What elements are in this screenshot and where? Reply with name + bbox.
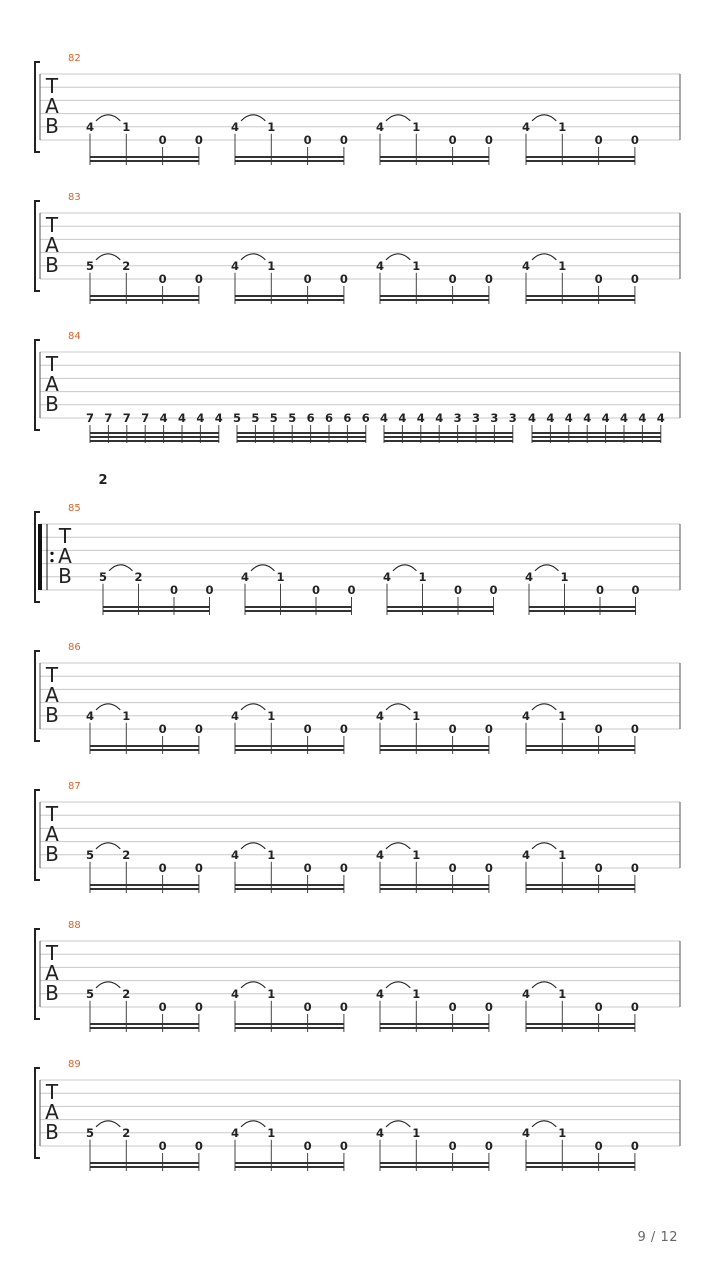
- fret-number: 0: [448, 133, 457, 147]
- measure-number: 85: [68, 503, 81, 514]
- slur: [386, 115, 410, 121]
- tab-clef-letter: B: [45, 981, 59, 1005]
- slur: [532, 115, 556, 121]
- tab-clef-letter: A: [45, 94, 59, 118]
- tab-clef-letter: B: [45, 253, 59, 277]
- fret-number: 1: [418, 569, 427, 584]
- fret-number: 1: [122, 119, 131, 134]
- fret-number: 0: [339, 133, 348, 147]
- fret-number: 0: [484, 861, 493, 875]
- fret-number: 5: [98, 569, 108, 584]
- fret-number: 1: [122, 708, 131, 723]
- fret-number: 4: [524, 569, 534, 584]
- fret-number: 0: [303, 722, 312, 736]
- fret-number: 2: [122, 1125, 131, 1140]
- fret-number: 6: [343, 411, 352, 425]
- fret-number: 0: [194, 861, 203, 875]
- slur: [241, 1121, 265, 1127]
- tab-clef-letter: B: [58, 564, 72, 588]
- slur: [241, 843, 265, 849]
- slur: [386, 843, 410, 849]
- fret-number: 0: [484, 1000, 493, 1014]
- tab-clef-letter: A: [45, 1100, 59, 1124]
- fret-number: 4: [230, 708, 240, 723]
- fret-number: 4: [177, 411, 187, 425]
- fret-number: 4: [521, 1125, 531, 1140]
- fret-number: 4: [521, 847, 531, 862]
- slur: [386, 254, 410, 260]
- fret-number: 1: [412, 847, 421, 862]
- slur: [241, 254, 265, 260]
- tab-clef-letter: B: [45, 1120, 59, 1144]
- tab-clef-letter: T: [45, 74, 59, 98]
- fret-number: 0: [631, 583, 640, 597]
- staff-system: [35, 53, 680, 165]
- measure-number: 87: [68, 781, 81, 792]
- fret-number: 4: [521, 119, 531, 134]
- fret-number: 6: [324, 411, 334, 425]
- slur: [386, 1121, 410, 1127]
- slur: [532, 843, 556, 849]
- fret-number: 4: [159, 411, 168, 425]
- slur: [96, 115, 120, 121]
- fret-number: 1: [267, 119, 276, 134]
- tab-clef-letter: A: [45, 233, 59, 257]
- tab-clef-letter: B: [45, 114, 59, 138]
- tab-clef-letter: B: [45, 392, 59, 416]
- fret-number: 4: [379, 411, 389, 425]
- staff-system: [35, 192, 680, 304]
- slur: [241, 704, 265, 710]
- volta-number: 2: [98, 473, 108, 488]
- fret-number: 4: [240, 569, 250, 584]
- fret-number: 0: [303, 861, 312, 875]
- fret-number: 1: [412, 258, 421, 273]
- fret-number: 0: [194, 1000, 203, 1014]
- fret-number: 0: [448, 272, 457, 286]
- fret-number: 0: [630, 272, 639, 286]
- fret-number: 4: [619, 411, 629, 425]
- system-bracket: [35, 929, 40, 1019]
- fret-number: 1: [558, 258, 567, 273]
- fret-number: 1: [560, 569, 569, 584]
- fret-number: 0: [339, 1000, 348, 1014]
- fret-number: 0: [594, 272, 603, 286]
- fret-number: 5: [232, 411, 242, 425]
- fret-number: 1: [558, 119, 567, 134]
- fret-number: 1: [267, 1125, 276, 1140]
- measure-number: 83: [68, 192, 81, 203]
- tab-clef-letter: T: [45, 941, 59, 965]
- page-number: 9 / 12: [637, 1230, 678, 1245]
- fret-number: 2: [134, 569, 143, 584]
- fret-number: 4: [375, 258, 385, 273]
- tab-clef-letter: T: [45, 802, 59, 826]
- slur: [535, 565, 559, 571]
- fret-number: 4: [564, 411, 573, 425]
- fret-number: 0: [484, 133, 493, 147]
- fret-number: 4: [230, 847, 240, 862]
- tab-clef-letter: T: [58, 524, 72, 548]
- slur: [251, 565, 275, 571]
- fret-number: 5: [85, 1125, 95, 1140]
- fret-number: 7: [104, 411, 113, 425]
- slur: [96, 982, 120, 988]
- fret-number: 1: [412, 119, 421, 134]
- fret-number: 1: [276, 569, 285, 584]
- fret-number: 4: [521, 986, 531, 1001]
- fret-number: 0: [205, 583, 214, 597]
- tab-clef-letter: A: [45, 961, 59, 985]
- system-bracket: [35, 62, 40, 152]
- fret-number: 5: [269, 411, 278, 425]
- fret-number: 3: [490, 411, 499, 425]
- slur: [96, 843, 120, 849]
- slur: [386, 982, 410, 988]
- tab-clef-letter: A: [45, 822, 59, 846]
- fret-number: 0: [630, 722, 639, 736]
- slur: [241, 115, 265, 121]
- fret-number: 0: [448, 1000, 457, 1014]
- slur: [532, 704, 556, 710]
- staff-system: [35, 331, 680, 443]
- fret-number: 0: [303, 272, 312, 286]
- fret-number: 0: [595, 583, 605, 597]
- slur: [96, 1121, 120, 1127]
- fret-number: 4: [230, 119, 240, 134]
- fret-number: 0: [484, 722, 493, 736]
- fret-number: 0: [339, 1139, 348, 1153]
- system-bracket: [35, 340, 40, 430]
- fret-number: 4: [521, 258, 531, 273]
- tab-clef-letter: T: [45, 352, 59, 376]
- fret-number: 5: [85, 986, 95, 1001]
- fret-number: 4: [230, 258, 240, 273]
- fret-number: 4: [230, 986, 240, 1001]
- fret-number: 4: [583, 411, 592, 425]
- fret-number: 0: [489, 583, 498, 597]
- fret-number: 0: [194, 133, 203, 147]
- fret-number: 1: [267, 847, 276, 862]
- fret-number: 4: [375, 708, 385, 723]
- fret-number: 1: [412, 1125, 421, 1140]
- fret-number: 0: [311, 583, 321, 597]
- fret-number: 0: [303, 1139, 312, 1153]
- slur: [532, 1121, 556, 1127]
- slur: [532, 982, 556, 988]
- tab-clef-letter: T: [45, 663, 59, 687]
- fret-number: 2: [122, 986, 131, 1001]
- fret-number: 2: [122, 847, 131, 862]
- fret-number: 0: [339, 861, 348, 875]
- fret-number: 1: [267, 986, 276, 1001]
- tab-clef-letter: B: [45, 842, 59, 866]
- tab-clef-letter: T: [45, 1080, 59, 1104]
- fret-number: 4: [601, 411, 610, 425]
- fret-number: 0: [158, 1000, 167, 1014]
- beat-group: [86, 411, 223, 443]
- beat-group: [380, 411, 517, 443]
- fret-number: 1: [558, 708, 567, 723]
- fret-number: 4: [546, 411, 555, 425]
- fret-number: 3: [471, 411, 481, 425]
- fret-number: 0: [630, 861, 639, 875]
- fret-number: 0: [484, 1139, 493, 1153]
- fret-number: 4: [656, 411, 665, 425]
- fret-number: 0: [158, 272, 167, 286]
- slur: [393, 565, 417, 571]
- fret-number: 0: [194, 272, 203, 286]
- fret-number: 7: [85, 411, 95, 425]
- fret-number: 0: [630, 1139, 639, 1153]
- fret-number: 6: [306, 411, 315, 425]
- fret-number: 1: [558, 1125, 567, 1140]
- fret-number: 7: [141, 411, 150, 425]
- fret-number: 5: [85, 847, 95, 862]
- tab-clef-letter: B: [45, 703, 59, 727]
- fret-number: 0: [594, 1139, 603, 1153]
- slur: [386, 704, 410, 710]
- fret-number: 6: [361, 411, 370, 425]
- fret-number: 0: [158, 1139, 167, 1153]
- fret-number: 0: [339, 722, 348, 736]
- fret-number: 4: [196, 411, 205, 425]
- fret-number: 0: [194, 1139, 203, 1153]
- fret-number: 4: [382, 569, 392, 584]
- tab-clef-letter: T: [45, 213, 59, 237]
- fret-number: 4: [398, 411, 407, 425]
- fret-number: 4: [214, 411, 223, 425]
- beat-group: [528, 411, 665, 443]
- fret-number: 0: [158, 861, 167, 875]
- fret-number: 4: [375, 119, 385, 134]
- fret-number: 0: [448, 1139, 457, 1153]
- measure-number: 84: [68, 331, 81, 342]
- system-bracket: [35, 1068, 40, 1158]
- fret-number: 0: [158, 133, 167, 147]
- fret-number: 2: [122, 258, 131, 273]
- fret-number: 0: [630, 1000, 639, 1014]
- fret-number: 5: [288, 411, 297, 425]
- fret-number: 0: [194, 722, 203, 736]
- slur: [96, 254, 120, 260]
- fret-number: 0: [594, 133, 603, 147]
- fret-number: 1: [412, 708, 421, 723]
- fret-number: 5: [85, 258, 95, 273]
- tab-clef-letter: A: [58, 544, 72, 568]
- fret-number: 5: [251, 411, 260, 425]
- staff-system: [35, 642, 680, 754]
- fret-number: 3: [453, 411, 462, 425]
- fret-number: 1: [267, 708, 276, 723]
- system-bracket: [35, 790, 40, 880]
- fret-number: 0: [347, 583, 356, 597]
- fret-number: 1: [558, 847, 567, 862]
- fret-number: 0: [169, 583, 179, 597]
- fret-number: 7: [122, 411, 131, 425]
- fret-number: 0: [303, 1000, 312, 1014]
- fret-number: 4: [435, 411, 444, 425]
- fret-number: 0: [339, 272, 348, 286]
- slur: [96, 704, 120, 710]
- fret-number: 0: [594, 722, 603, 736]
- fret-number: 0: [630, 133, 639, 147]
- slur: [532, 254, 556, 260]
- fret-number: 4: [230, 1125, 240, 1140]
- staff-system: [35, 1059, 680, 1171]
- fret-number: 4: [85, 708, 95, 723]
- repeat-dot: [50, 552, 53, 555]
- staff-system: [35, 473, 680, 615]
- fret-number: 4: [521, 708, 531, 723]
- fret-number: 4: [375, 1125, 385, 1140]
- fret-number: 0: [448, 861, 457, 875]
- repeat-dot: [50, 559, 53, 562]
- measure-number: 82: [68, 53, 81, 64]
- slur: [241, 982, 265, 988]
- measure-number: 88: [68, 920, 81, 931]
- slur: [109, 565, 133, 571]
- system-bracket: [35, 651, 40, 741]
- fret-number: 0: [448, 722, 457, 736]
- fret-number: 4: [638, 411, 647, 425]
- fret-number: 0: [453, 583, 463, 597]
- fret-number: 0: [594, 861, 603, 875]
- beat-group: [233, 411, 370, 443]
- fret-number: 4: [375, 847, 385, 862]
- fret-number: 0: [303, 133, 312, 147]
- measure-number: 89: [68, 1059, 81, 1070]
- fret-number: 1: [412, 986, 421, 1001]
- fret-number: 1: [558, 986, 567, 1001]
- fret-number: 4: [85, 119, 95, 134]
- staff-system: [35, 781, 680, 893]
- fret-number: 0: [158, 722, 167, 736]
- staff-system: [35, 920, 680, 1032]
- fret-number: 4: [375, 986, 385, 1001]
- tab-clef-letter: A: [45, 683, 59, 707]
- fret-number: 3: [508, 411, 517, 425]
- system-bracket: [35, 201, 40, 291]
- fret-number: 0: [594, 1000, 603, 1014]
- fret-number: 0: [484, 272, 493, 286]
- fret-number: 1: [267, 258, 276, 273]
- fret-number: 4: [527, 411, 537, 425]
- tab-clef-letter: A: [45, 372, 59, 396]
- measure-number: 86: [68, 642, 81, 653]
- fret-number: 4: [416, 411, 425, 425]
